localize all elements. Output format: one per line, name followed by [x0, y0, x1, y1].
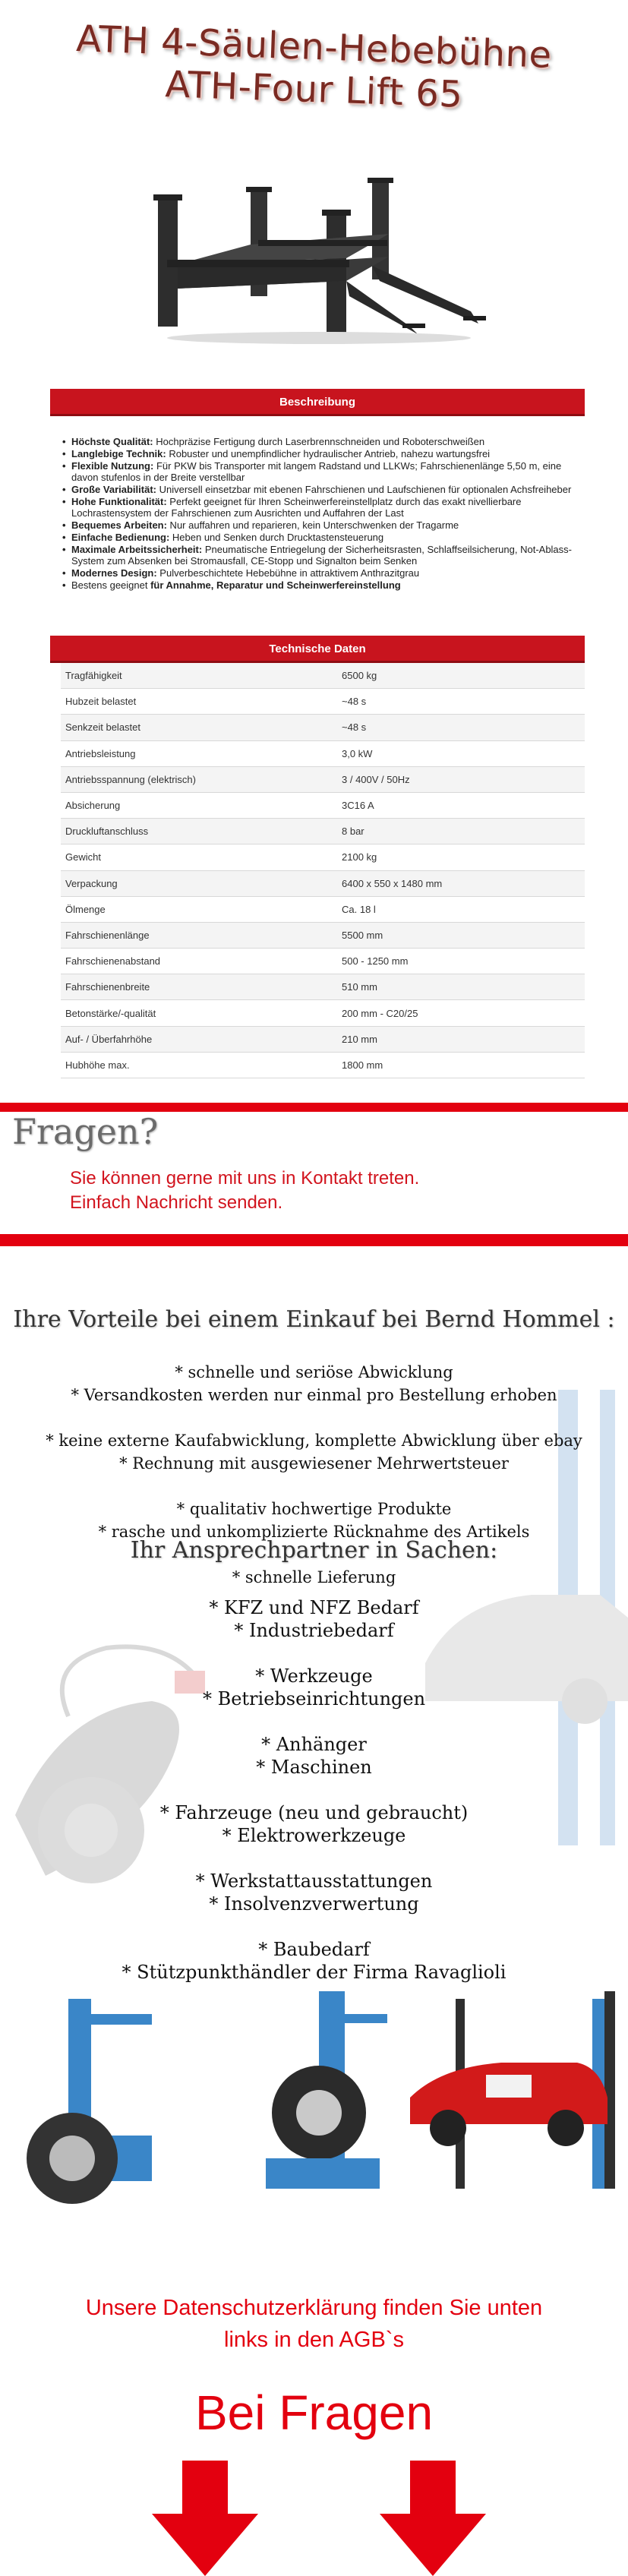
tech-key: Verpackung	[65, 877, 118, 889]
description-item-emphasis: für Annahme, Reparatur und Scheinwerfereinstellung	[150, 579, 401, 591]
ansprech-item: * Werkzeuge	[255, 1665, 373, 1687]
tech-value: 8 bar	[342, 826, 364, 838]
tech-row	[61, 949, 585, 974]
tech-key: Gewicht	[65, 851, 101, 863]
description-item-label: Flexible Nutzung:	[71, 460, 154, 472]
description-item-text: Robuster und unempfindlicher hydraulischer Antrieb, nahezu wartungsfrei	[166, 448, 491, 459]
red-divider-bottom	[0, 1234, 628, 1246]
description-item-label: Hohe Funktionalität:	[71, 496, 167, 507]
tech-row	[61, 974, 585, 1000]
tech-row	[61, 1027, 585, 1053]
tech-value: Ca. 18 l	[342, 903, 376, 915]
tech-row	[61, 689, 585, 715]
tech-key: Antriebsleistung	[65, 747, 136, 759]
tech-key: Fahrschienenabstand	[65, 955, 161, 968]
tech-key: Fahrschienenlänge	[65, 929, 150, 941]
ansprech-item: * Betriebseinrichtungen	[202, 1688, 426, 1709]
page-header	[0, 0, 628, 129]
description-item-text: Pulverbeschichtete Hebebühne in attraktivem Anthrazitgrau	[156, 567, 420, 579]
ansprech-item: * Fahrzeuge (neu und gebraucht)	[159, 1802, 469, 1823]
tech-value: ~48 s	[342, 696, 367, 708]
arrow-down-icon	[380, 2461, 486, 2576]
vorteil-item: * schnelle und seriöse Abwicklung	[175, 1363, 453, 1381]
tech-key: Fahrschienenbreite	[65, 981, 150, 993]
ansprech-item: * Insolvenzverwertung	[209, 1893, 419, 1915]
tech-value: 210 mm	[342, 1033, 377, 1045]
ansprech-item: * Elektrowerkzeuge	[222, 1825, 406, 1846]
description-item-label: Bequemes Arbeiten:	[71, 519, 167, 531]
vorteil-item: * Versandkosten werden nur einmal pro Bestellung erhoben	[71, 1386, 557, 1404]
tech-row	[61, 663, 585, 689]
tech-value: 1800 mm	[342, 1059, 383, 1071]
tech-value: 510 mm	[342, 981, 377, 993]
tech-row	[61, 897, 585, 923]
fragen-text	[70, 1166, 419, 1215]
tech-data-header: Technische Daten	[50, 636, 585, 663]
description-item	[61, 460, 585, 483]
description-item-label: Langlebige Technik:	[71, 448, 166, 459]
tech-value: 2100 kg	[342, 851, 377, 863]
description-item-text: Heben und Senken durch Drucktastensteuerung	[169, 532, 384, 543]
description-item	[61, 532, 585, 543]
privacy-note	[0, 2292, 628, 2356]
vorteile-title: Ihre Vorteile bei einem Einkauf bei Bernd Hommel :	[13, 1306, 615, 1333]
header-title-line2: ATH-Four Lift 65	[164, 63, 464, 116]
description-item	[61, 519, 585, 531]
vorteil-item: * keine externe Kaufabwicklung, komplette Abwicklung über ebay	[46, 1432, 582, 1450]
description-list	[61, 436, 585, 592]
tech-value: 3C16 A	[342, 800, 374, 812]
ansprech-list	[0, 1596, 628, 1984]
description-item-text: Perfekt geeignet für Ihren Scheinwerfereinstellplatz durch das exakt nivellierbare Lochrastensystem der Fahrschienen zum Ausrichten und Auffahren der Last	[71, 496, 522, 519]
tech-key: Ölmenge	[65, 903, 106, 915]
tech-key: Auf- / Überfahrhöhe	[65, 1033, 153, 1045]
description-item-text: Pneumatische Entriegelung der Sicherheitsrasten, Schlaffseilsicherung, Not-Ablass-System zum Absenken bei Stromausfall, CE-Stopp und Signalton beim Senken	[71, 544, 572, 567]
fragen-line-2: Einfach Nachricht senden.	[70, 1192, 283, 1213]
description-item	[61, 579, 585, 591]
list-spacer	[0, 1779, 628, 1801]
tech-value: 6500 kg	[342, 670, 377, 682]
bei-fragen-heading: Bei Fragen	[194, 2385, 434, 2440]
ansprech-item: * Maschinen	[256, 1757, 372, 1778]
privacy-line-1: Unsere Datenschutzerklärung finden Sie unten	[85, 2296, 543, 2320]
ansprech-item: * KFZ und NFZ Bedarf	[209, 1597, 419, 1618]
tech-key: Tragfähigkeit	[65, 670, 122, 682]
vorteil-item: * schnelle Lieferung	[232, 1568, 396, 1586]
ansprech-title: Ihr Ansprechpartner in Sachen:	[130, 1537, 498, 1564]
list-spacer	[0, 1847, 628, 1870]
vorteil-item: * rasche und unkomplizierte Rücknahme des Artikels	[98, 1523, 530, 1541]
tech-key: Antriebsspannung (elektrisch)	[65, 773, 196, 785]
tech-row	[61, 819, 585, 844]
tech-key: Hubzeit belastet	[65, 696, 137, 708]
list-spacer	[0, 1915, 628, 1938]
privacy-line-2: links in den AGB`s	[224, 2328, 404, 2352]
description-item-label: Modernes Design:	[71, 567, 157, 579]
arrow-down-icon	[152, 2461, 258, 2576]
tire-changer-image-2	[266, 1991, 387, 2189]
description-item	[61, 496, 585, 519]
description-item-text: Hochpräzise Fertigung durch Laserbrennschneiden und Roboterschweißen	[153, 436, 485, 447]
tech-row	[61, 1053, 585, 1078]
tech-key: Absicherung	[65, 800, 121, 812]
ansprech-item: * Baubedarf	[258, 1939, 370, 1960]
product-lift-image	[144, 175, 501, 349]
description-item-label: Höchste Qualität:	[71, 436, 153, 447]
description-item-text: Bestens geeignet	[71, 579, 151, 591]
tech-value: 3 / 400V / 50Hz	[342, 773, 410, 785]
tech-row	[61, 923, 585, 949]
vorteil-item: * qualitativ hochwertige Produkte	[176, 1500, 452, 1518]
description-item-label: Große Variabilität:	[71, 484, 156, 495]
description-item-text: Für PKW bis Transporter mit langem Radstand und LLKWs; Fahrschienenlänge 5,50 m, eine davon stufenlos in der Breite verstellbar	[71, 460, 562, 483]
description-item-label: Einfache Bedienung:	[71, 532, 170, 543]
tech-value: 6400 x 550 x 1480 mm	[342, 877, 443, 889]
tech-row	[61, 844, 585, 870]
description-header: Beschreibung	[50, 389, 585, 416]
tech-row	[61, 741, 585, 767]
tech-row	[61, 767, 585, 793]
description-item-text: Universell einsetzbar mit ebenen Fahrschienen und Laufschienen für optionalen Achsfreiheber	[156, 484, 572, 495]
tech-key: Druckluftanschluss	[65, 826, 149, 838]
fragen-line-1: Sie können gerne mit uns in Kontakt treten.	[70, 1168, 420, 1189]
tech-key: Senkzeit belastet	[65, 721, 141, 734]
lift-red-car-image	[410, 1991, 615, 2189]
vorteil-item: * Rechnung mit ausgewiesener Mehrwertsteuer	[119, 1454, 509, 1473]
list-spacer	[0, 1475, 628, 1498]
description-item	[61, 484, 585, 495]
header-title-line1: ATH 4-Säulen-Hebebühne	[75, 17, 553, 77]
ansprech-item: * Werkstattausstattungen	[195, 1870, 433, 1892]
tech-key: Hubhöhe max.	[65, 1059, 130, 1071]
tech-value: 3,0 kW	[342, 747, 373, 759]
description-item	[61, 436, 585, 447]
tech-key: Betonstärke/-qualität	[65, 1007, 156, 1019]
ansprech-item: * Anhänger	[261, 1734, 367, 1755]
description-item-label: Maximale Arbeitssicherheit:	[71, 544, 203, 555]
ansprech-item: * Industriebedarf	[234, 1620, 394, 1641]
list-spacer	[0, 1642, 628, 1665]
fragen-title: Fragen?	[12, 1111, 159, 1152]
description-item	[61, 448, 585, 459]
ansprech-item: * Stützpunkthändler der Firma Ravaglioli	[121, 1962, 507, 1983]
list-spacer	[0, 1406, 628, 1429]
tech-row	[61, 1000, 585, 1026]
tech-value: 5500 mm	[342, 929, 383, 941]
tech-data-table	[61, 663, 585, 1078]
tech-value: 500 - 1250 mm	[342, 955, 409, 968]
tire-changer-image-1	[27, 1999, 152, 2204]
description-item	[61, 567, 585, 579]
tech-value: ~48 s	[342, 721, 367, 734]
machines-image-strip	[0, 1984, 628, 2211]
description-item-text: Nur auffahren und reparieren, kein Unterschwenken der Tragarme	[166, 519, 459, 531]
tech-row	[61, 715, 585, 740]
tech-row	[61, 793, 585, 819]
tech-row	[61, 871, 585, 897]
tech-value: 200 mm - C20/25	[342, 1007, 418, 1019]
list-spacer	[0, 1710, 628, 1733]
description-item	[61, 544, 585, 567]
